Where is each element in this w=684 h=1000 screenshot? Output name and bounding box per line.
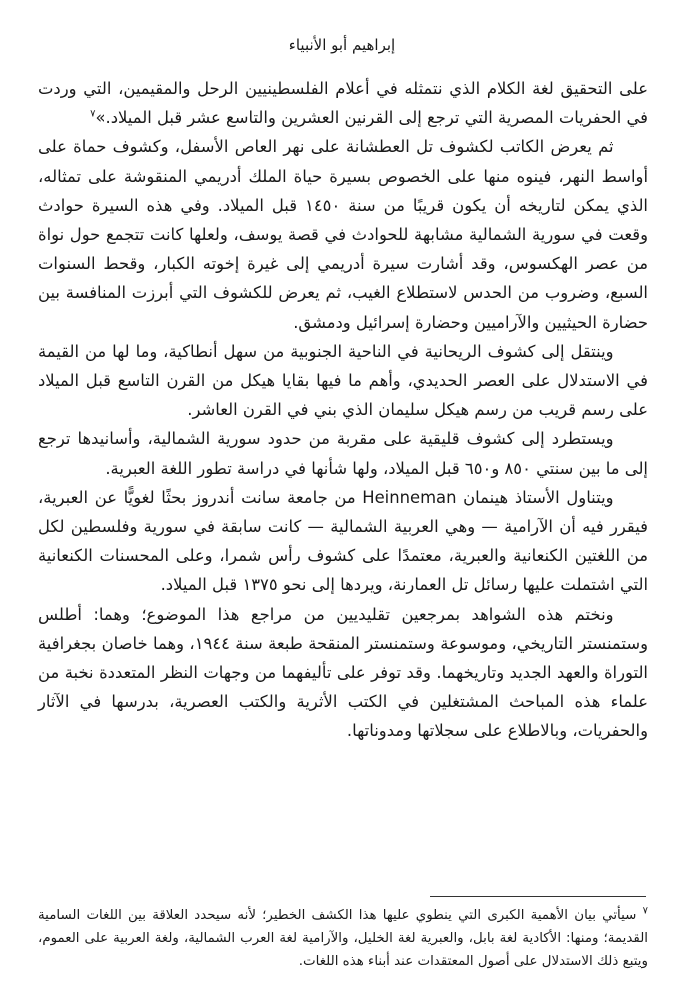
paragraph-6: ونختم هذه الشواهد بمرجعين تقليديين من مراجع هذا الموضوع؛ وهما: أطلس وستمنستر التاريخي، وموسوعة وستمنستر المنقحة طبعة سنة ١٩٤٤، وهما خاصان بجغرافية التوراة والعهد الجديد وتاريخهما. وقد توفر على تأليفهما من وجهات النظر المتعددة نخبة من علماء هذه المباحث المشتغلين في الكتب الأثرية والكتب العصرية، بدرسها في الآثار والحفريات، وبالاطلاع على سجلاتها ومدوناتها. bbox=[38, 604, 648, 741]
paragraph-1 bbox=[38, 74, 648, 132]
footnotes bbox=[38, 904, 648, 973]
footnote-text: سيأتي بيان الأهمية الكبرى التي ينطوي عليها هذا الكشف الخطير؛ لأنه سيحدد العلاقة بين اللغات السامية القديمة؛ ومنها: الأكادية لغة بابل، والعبرية لغة الخليل، والآرامية لغة العرب الشمالية، ولغة العربية على العموم، ويتبع ذلك الاستدلال على أصول المعتقدات عند أبناء هذه اللغات. bbox=[38, 908, 648, 969]
footnote-marker: ٧ bbox=[642, 905, 648, 917]
running-header: إبراهيم أبو الأنبياء bbox=[288, 36, 396, 54]
paragraph-5: ويتناول الأستاذ هينمان Heinneman من جامعة سانت أندروز بحثًا لغويًّا عن العبرية، فيقرر فيه أن الآرامية — وهي العربية الشمالية — كانت سابقة في سورية وفلسطين لكل من اللغتين الكنعانية والعبرية، معتمدًا على كشوف رأس شمرا، وعلى المحسنات الكنعانية التي اشتملت عليها رسائل تل العمارنة، ويردها إلى نحو ١٣٧٥ قبل الميلاد. bbox=[38, 487, 648, 595]
paragraph-2: ثم يعرض الكاتب لكشوف تل العطشانة على نهر العاص الأسفل، وكشوف حماة على أواسط النهر، فينوه منها على الخصوص بسيرة حياة الملك أدريمي المنقوشة على تمثاله، الذي يمكن لتاريخه أن يكون قريبًا من سنة ١٤٥٠ قبل الميلاد. وفي هذه السيرة حوادث وقعت في سورية الشمالية مشابهة للحوادث في قصة يوسف، ولعلها كانت تتجمع حول نواة من عصر الهكسوس، وقد أشارت سيرة أدريمي إلى غيرة إخوته الكبار، وقحط السنوات السبع، وضروب من الحدس لاستطلاع الغيب، ثم يعرض للكشوف التي أبرزت المنافسة بين حضارة الحيثيين والآراميين وحضارة إسرائيل ودمشق. bbox=[38, 137, 648, 332]
paragraph-4: ويستطرد إلى كشوف قليقية على مقربة من حدود سورية الشمالية، وأسانيدها ترجع إلى ما بين سنتي ٨٥٠ و٦٥٠ قبل الميلاد، ولها شأنها في دراسة تطور اللغة العبرية. bbox=[38, 429, 648, 478]
footnote-divider bbox=[430, 896, 646, 897]
footnote-7 bbox=[38, 904, 648, 973]
body-text bbox=[38, 74, 648, 746]
paragraph-1-text: على التحقيق لغة الكلام الذي نتمثله في أعلام الفلسطينيين الرحل والمقيمين، التي وردت في الحفريات المصرية التي ترجع إلى القرنين العشرين والتاسع عشر قبل الميلاد.» bbox=[38, 79, 648, 128]
paragraph-3: وينتقل إلى كشوف الريحانية في الناحية الجنوبية من سهل أنطاكية، وما لها من القيمة في الاستدلال على العصر الحديدي، وأهم ما فيها بقايا هيكل من القرن التاسع قبل الميلاد على رسم قريب من رسم هيكل سليمان الذي بني في القرن العاشر. bbox=[38, 341, 648, 420]
footnote-reference[interactable]: ٧ bbox=[90, 108, 96, 120]
